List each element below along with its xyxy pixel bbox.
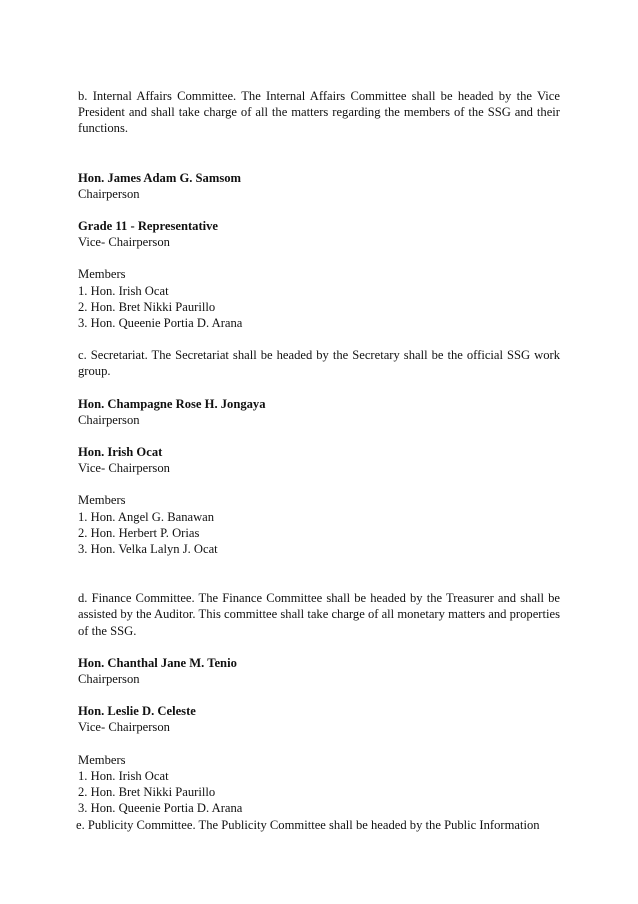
vice-name: Hon. Irish Ocat bbox=[78, 445, 163, 460]
section-b-paragraph: b. Internal Affairs Committee. The Internal Affairs Committee shall be headed by the Vice President and shall take charge of all the matters regarding the members of the SSG and their functions. bbox=[78, 89, 560, 136]
section-d-vice bbox=[78, 703, 560, 735]
section-c-chair bbox=[78, 396, 560, 428]
section-b-members bbox=[78, 266, 560, 331]
spacer bbox=[78, 687, 560, 703]
member-item: 2. Hon. Bret Nikki Paurillo bbox=[78, 299, 216, 314]
section-b-vice bbox=[78, 218, 560, 250]
vice-name: Hon. Leslie D. Celeste bbox=[78, 704, 196, 719]
members-label: Members bbox=[78, 493, 126, 508]
spacer bbox=[78, 250, 560, 266]
spacer bbox=[78, 331, 560, 347]
section-e-paragraph-start: e. Publicity Committee. The Publicity Committee shall be headed by the Public Information bbox=[76, 817, 540, 832]
vice-role: Vice- Chairperson bbox=[78, 720, 170, 735]
member-item: 2. Hon. Herbert P. Orias bbox=[78, 525, 200, 540]
spacer bbox=[78, 137, 560, 170]
member-item: 3. Hon. Queenie Portia D. Arana bbox=[78, 316, 243, 331]
spacer bbox=[78, 476, 560, 492]
member-item: 2. Hon. Bret Nikki Paurillo bbox=[78, 785, 216, 800]
document-page bbox=[78, 88, 560, 833]
chair-role: Chairperson bbox=[78, 412, 140, 427]
chair-name: Hon. Champagne Rose H. Jongaya bbox=[78, 396, 266, 411]
section-d-chair bbox=[78, 655, 560, 687]
spacer bbox=[78, 380, 560, 396]
members-label: Members bbox=[78, 752, 126, 767]
member-item: 1. Hon. Irish Ocat bbox=[78, 768, 169, 783]
section-b-chair bbox=[78, 170, 560, 202]
chair-role: Chairperson bbox=[78, 186, 140, 201]
members-label: Members bbox=[78, 267, 126, 282]
member-item: 1. Hon. Angel G. Banawan bbox=[78, 509, 215, 524]
section-c-members bbox=[78, 492, 560, 557]
chair-name: Hon. James Adam G. Samsom bbox=[78, 170, 242, 185]
section-c-vice bbox=[78, 444, 560, 476]
spacer bbox=[78, 639, 560, 655]
section-d-members bbox=[78, 752, 560, 817]
vice-name: Grade 11 - Representative bbox=[78, 219, 219, 234]
spacer bbox=[78, 736, 560, 752]
spacer bbox=[78, 202, 560, 218]
vice-role: Vice- Chairperson bbox=[78, 461, 170, 476]
chair-role: Chairperson bbox=[78, 672, 140, 687]
member-item: 3. Hon. Queenie Portia D. Arana bbox=[78, 801, 243, 816]
section-c-paragraph: c. Secretariat. The Secretariat shall be headed by the Secretary shall be the official SSG work group. bbox=[78, 348, 560, 379]
spacer bbox=[78, 428, 560, 444]
vice-role: Vice- Chairperson bbox=[78, 235, 170, 250]
chair-name: Hon. Chanthal Jane M. Tenio bbox=[78, 655, 237, 670]
spacer bbox=[78, 557, 560, 590]
member-item: 1. Hon. Irish Ocat bbox=[78, 283, 169, 298]
member-item: 3. Hon. Velka Lalyn J. Ocat bbox=[78, 542, 218, 557]
section-d-paragraph: d. Finance Committee. The Finance Committee shall be headed by the Treasurer and shall be assisted by the Auditor. This committee shall take charge of all monetary matters and properties of the SSG. bbox=[78, 591, 560, 638]
